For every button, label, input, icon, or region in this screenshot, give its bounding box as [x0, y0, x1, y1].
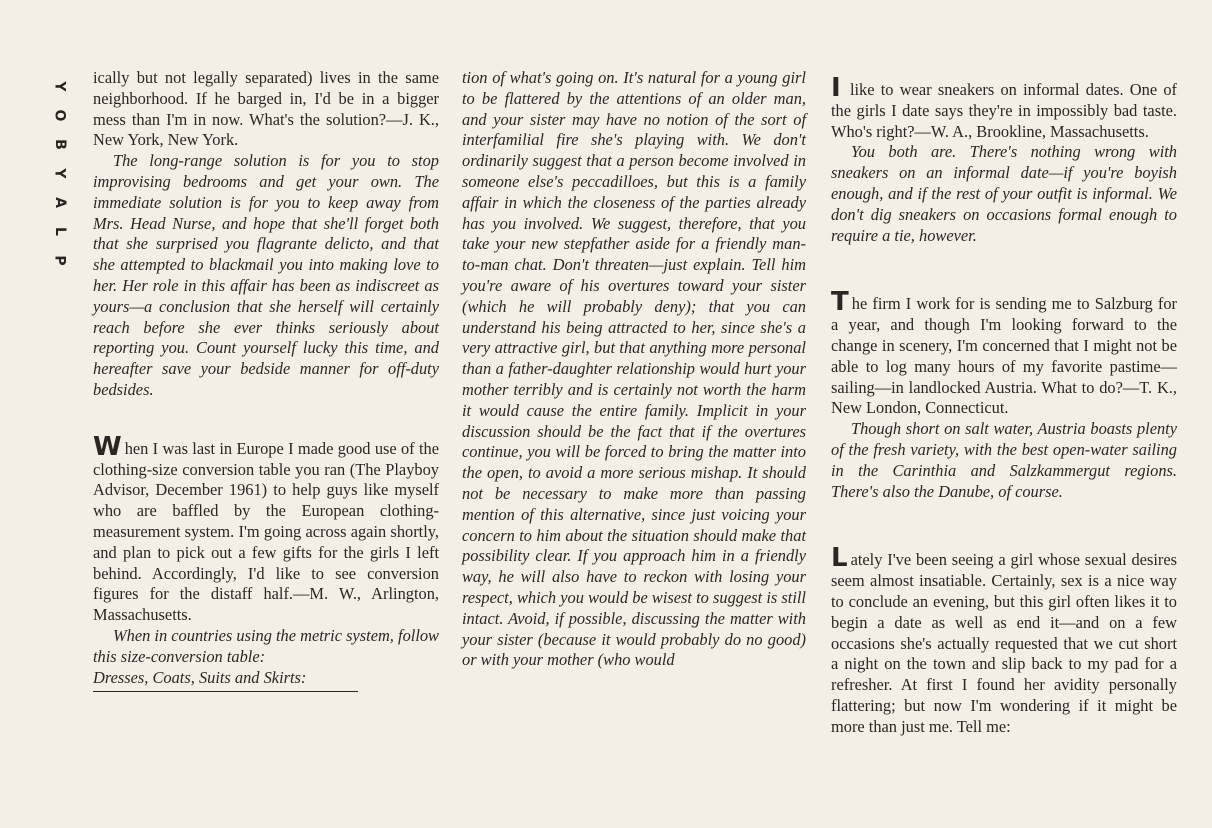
- answer-text: You both are. There's nothing wrong with sneakers on an informal date—if you're boyish enough, and if the rest of your outfit is informal. We don't dig sneakers on occasions formal enough to require a tie, however.: [831, 142, 1177, 245]
- letter-text: [831, 543, 1177, 737]
- mark-letter: P: [51, 255, 68, 266]
- letter-text: [831, 287, 1177, 419]
- mark-letter: A: [51, 197, 68, 208]
- subhead-line: [93, 668, 439, 693]
- letter-text: [93, 431, 439, 626]
- answer-text: Though short on salt water, Austria boasts plenty of the fresh variety, with the best open-water sailing in the Carinthia and Salzkammergut regions. There's also the Danube, of course.: [831, 419, 1177, 501]
- letter-body: like to wear sneakers on informal dates. One of the girls I date says they're in impossibly bad taste. Who's right?—W. A., Brookline, Massachusetts.: [831, 80, 1177, 141]
- letter-text: [831, 73, 1177, 142]
- text-column-3: [831, 68, 1177, 738]
- answer-text: The long-range solution is for you to stop improvising bedrooms and get your own. The immediate solution is for you to keep away from Mrs. Head Nurse, and hope that she'll forget both that she surprised you flagrante delicto, and that she attempted to blackmail you into making love to her. Her role in this affair has been as indiscreet as yours—a conclusion that she herself will certainly reach before she ever thinks seriously about reporting you. Count yourself lucky this time, and hereafter save your bedside manner for off-duty bedsides.: [93, 151, 439, 399]
- mark-letter: Y: [51, 168, 68, 179]
- drop-cap: W: [93, 431, 122, 462]
- letter-body: he firm I work for is sending me to Salzburg for a year, and though I'm looking forward to the change in scenery, I'm concerned that I might not be able to log many hours of my favorite pastime—sailing—in landlocked Austria. What to do?—T. K., New London, Connecticut.: [831, 294, 1177, 418]
- answer-text: tion of what's going on. It's natural for a young girl to be flattered by the attentions of an older man, and your sister may have no notion of the sort of interfamilial fire she's playing with. We don't ordinarily suggest that a person become involved in someone else's peccadilloes, but this is a family affair in which the closeness of the parties already has you involved. We suggest, therefore, that you take your new stepfather aside for a friendly man-to-man chat. Don't threaten—just explain. Tell him you're aware of his overtures toward your sister (which he will probably deny); that you can understand his being attracted to her, since she's a very attractive girl, but that anything more personal than a father-daughter relationship would hurt your mother terribly and is certainly not worth the harm it would cause the entire family. Implicit in your discussion should be the fact that if the overtures continue, you will be forced to bring the matter into the open, to avoid a more serious mishap. It should not be necessary to make more than passing mention of this alternative, since just voicing your concern to him about the situation should make that possibility clear. If you approach him in a friendly way, he will also have to reckon with losing your respect, which you would be wisest to suggest is still intact. Avoid, if possible, discussing the matter with your sister (because it would probably do no good) or with your mother (who would: [462, 68, 806, 670]
- mark-letter: L: [51, 227, 68, 236]
- letter-text: ically but not legally separated) lives in the same neighborhood. If he barged in, I'd be in a bigger mess than I'm in now. What's the solution?—J. K., New York, New York.: [93, 68, 439, 150]
- drop-cap: L: [831, 543, 848, 574]
- drop-cap: T: [831, 287, 849, 318]
- playboy-vertical-mark: [50, 72, 68, 275]
- letter-body: ately I've been seeing a girl whose sexual desires seem almost insatiable. Certainly, sex is a nice way to conclude an evening, but this girl often likes it to begin a date as well as end it—and on a few occasions she's actually requested that we cut short a night on the town and slip back to my pad for a refresher. At first I found her avidity personally flattering; but now I'm wondering if it might be more than just me. Tell me:: [831, 550, 1177, 736]
- letter-body: hen I was last in Europe I made good use of the clothing-size conversion table you ran (The Playboy Advisor, December 1961) to help guys like myself who are baffled by the European clothing-measurement system. I'm going across again shortly, and plan to pick out a few gifts for the girls I left behind. Accordingly, I'd like to see conversion figures for the distaff half.—M. W., Arlington, Massachusetts.: [93, 438, 439, 625]
- text-column-2: [462, 68, 806, 671]
- mark-letter: B: [51, 139, 68, 150]
- drop-cap: I: [831, 73, 841, 103]
- mark-letter: Y: [51, 81, 68, 92]
- mark-letter: O: [51, 109, 68, 122]
- subhead: Dresses, Coats, Suits and Skirts:: [93, 668, 358, 693]
- answer-text: When in countries using the metric system, follow this size-conversion table:: [93, 625, 439, 666]
- text-column-1: [93, 68, 439, 692]
